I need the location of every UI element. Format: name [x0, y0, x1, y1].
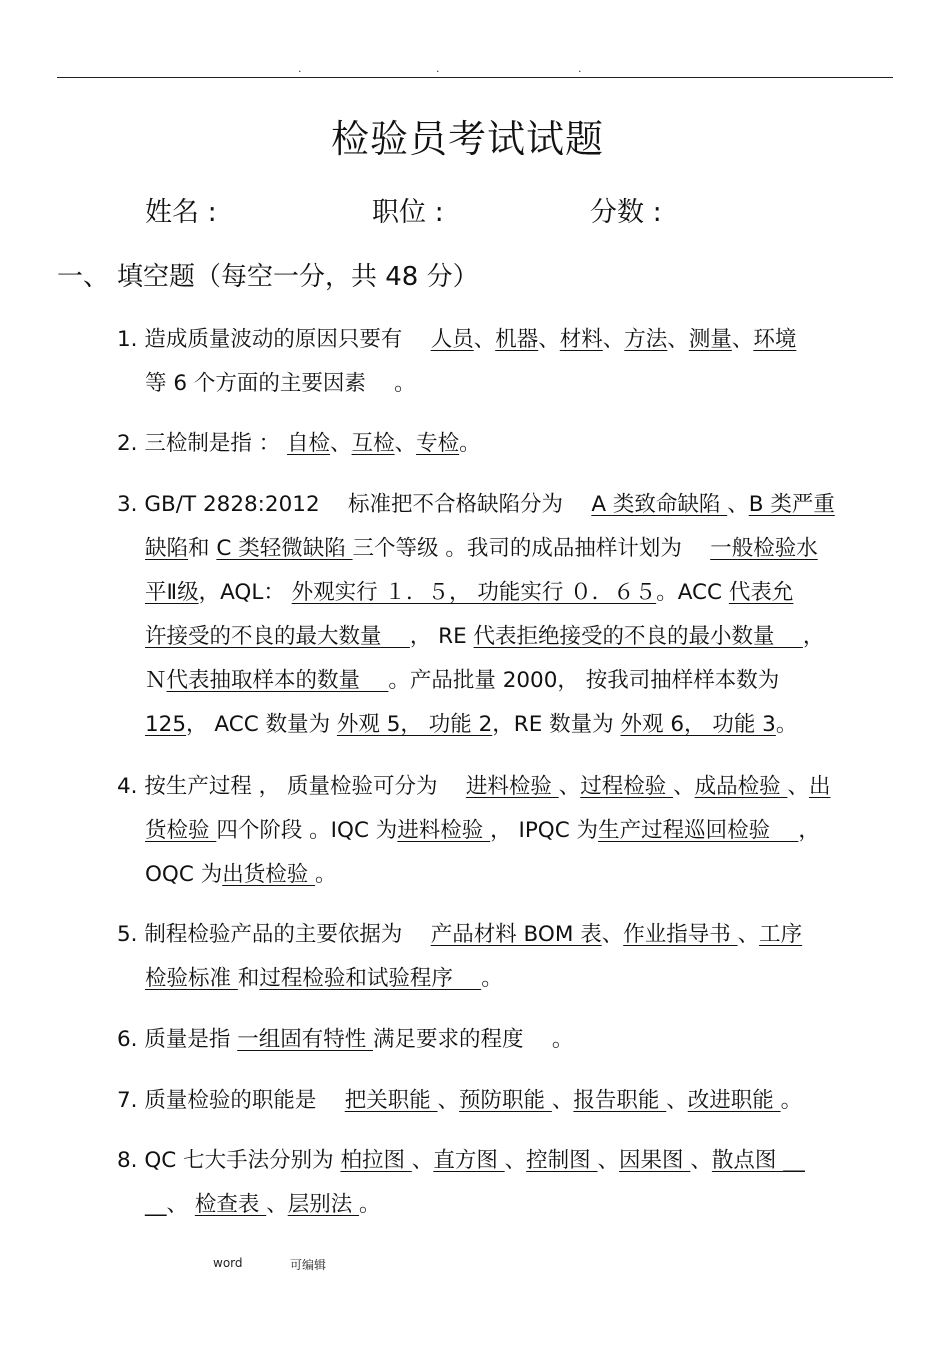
question-5 [117, 913, 893, 1001]
question-line [117, 913, 893, 957]
answer-text: 因果图 [619, 1148, 691, 1173]
answer-text: 人员 [430, 327, 474, 352]
question-line [117, 1183, 893, 1227]
header-rule [57, 77, 893, 78]
question-text: 、 [330, 431, 352, 456]
header-dot: . [578, 62, 582, 75]
question-line [117, 527, 893, 571]
header-dot: . [436, 62, 440, 75]
answer-text: 货检验 [145, 818, 217, 843]
question-text: 、 [504, 1148, 527, 1173]
question-text: 、 [558, 774, 581, 799]
question-line [117, 483, 893, 527]
answer-text: 自检 [287, 431, 331, 456]
answer-text: A 类致命缺陷 [591, 492, 728, 517]
question-text: 、 [737, 922, 760, 947]
score-label: 分数 : [590, 197, 662, 228]
question-text: 。 [780, 1088, 803, 1113]
question-text: 、 [538, 327, 560, 352]
question-text: 。 [775, 712, 798, 737]
page-title: 检验员考试试题 [330, 117, 604, 161]
question-text: Ｎ [145, 668, 167, 693]
question-text: 、 [727, 492, 749, 517]
question-text: 。 [459, 431, 481, 456]
answer-text: __ [145, 1192, 167, 1217]
answer-text: 改进职能 [687, 1088, 781, 1113]
header-dot: . [298, 62, 302, 75]
question-text: 、 [690, 1148, 712, 1173]
position-label: 职位 : [372, 197, 444, 228]
answer-text: 把关职能 [344, 1088, 438, 1113]
question-line [117, 765, 893, 809]
question-text: 三个等级 。我司的成品抽样计划为 [352, 536, 711, 561]
question-3 [117, 483, 893, 747]
question-text: 、 [473, 327, 496, 352]
question-text: 、 [601, 922, 624, 947]
answer-text: 控制图 [526, 1148, 598, 1173]
question-text: ， [798, 818, 820, 843]
answer-text: B 类严重 [748, 492, 835, 517]
answer-text: 外观实行 １．５， 功能实行 ０．６５ [291, 580, 657, 605]
answer-text: 直方图 [433, 1148, 505, 1173]
answer-text: 作业指导书 [623, 922, 738, 947]
question-line [117, 659, 893, 703]
answer-text: 125 [145, 712, 187, 737]
question-text: 、 [411, 1148, 434, 1173]
question-text: 、 [673, 774, 695, 799]
question-line [117, 1139, 893, 1183]
answer-text: C 类轻微缺陷 [216, 536, 353, 561]
answer-text: 缺陷 [145, 536, 189, 561]
question-text: 、 [666, 1088, 688, 1113]
question-line [117, 1079, 893, 1123]
question-text: OQC 为 [145, 862, 223, 887]
question-text: ， IPQC 为 [490, 818, 599, 843]
question-text: ， RE [409, 624, 474, 649]
answer-text: 散点图 __ [711, 1148, 805, 1173]
question-text: 、 [602, 327, 625, 352]
question-line [117, 571, 893, 615]
answer-text: 层别法 [287, 1192, 360, 1217]
question-text: 5. 制程检验产品的主要依据为 [117, 922, 431, 947]
section-title: 填空题（每空一分，共 48 分） [117, 262, 479, 292]
answer-text: 进料检验 [397, 818, 491, 843]
question-text: 。 [481, 966, 503, 991]
answer-text: 过程检验 [580, 774, 674, 799]
answer-text: 平Ⅱ级 [145, 580, 199, 605]
question-text: 3. GB/T 2828:2012 标准把不合格缺陷分为 [117, 492, 592, 517]
question-text: 4. 按生产过程 ， 质量检验可分为 [117, 774, 466, 799]
question-text: 8. QC 七大手法分别为 [117, 1148, 341, 1173]
question-4 [117, 765, 893, 897]
answer-text: 互检 [351, 431, 395, 456]
question-text: 。ACC [656, 580, 729, 605]
answer-text: 许接受的不良的最大数量 [145, 624, 410, 649]
answer-text: 代表允 [728, 580, 794, 605]
question-text: ，AQL： [198, 580, 292, 605]
question-text: 等 6 个方面的主要因素 。 [145, 371, 416, 396]
question-text: 和 [188, 536, 217, 561]
question-6 [117, 1018, 893, 1062]
answer-text: 代表拒绝接受的不良的最小数量 [473, 624, 803, 649]
question-text: 、 [437, 1088, 460, 1113]
question-text: ，RE 数量为 [492, 712, 621, 737]
section-number: 一、 [57, 262, 110, 292]
question-line [117, 853, 893, 897]
question-text: 、 [787, 774, 809, 799]
question-text: 。产品批量 2000， 按我司抽样样本数为 [388, 668, 780, 693]
footer-editable: 可编辑 [290, 1258, 327, 1272]
question-text: 2. 三检制是指 ： [117, 431, 288, 456]
answer-text: 一组固有特性 [237, 1027, 374, 1052]
question-line [117, 362, 893, 406]
question-text: ， ACC 数量为 [186, 712, 337, 737]
question-text: 7. 质量检验的职能是 [117, 1088, 345, 1113]
question-text: 和 [237, 966, 260, 991]
question-text: 、 [731, 327, 754, 352]
question-8 [117, 1139, 893, 1227]
answer-text: 过程检验和试验程序 [259, 966, 482, 991]
answer-text: 代表抽取样本的数量 [166, 668, 389, 693]
question-line [117, 809, 893, 853]
answer-text: 生产过程巡回检验 [598, 818, 799, 843]
question-text: 1. 造成质量波动的原因只要有 [117, 327, 431, 352]
answer-text: 材料 [559, 327, 603, 352]
question-text: 、 [166, 1192, 195, 1217]
question-line [117, 957, 893, 1001]
answer-text: 检验标准 [145, 966, 238, 991]
answer-text: 外观 6， 功能 3 [620, 712, 776, 737]
question-line [117, 318, 893, 362]
question-text: ， [802, 624, 825, 649]
answer-text: 柏拉图 [340, 1148, 412, 1173]
name-label: 姓名 : [145, 197, 217, 228]
question-text: 、 [667, 327, 689, 352]
answer-text: 产品材料 BOM 表 [430, 922, 602, 947]
section-heading [57, 256, 479, 293]
answer-text: 一般检验水 [710, 536, 818, 561]
question-2 [117, 422, 893, 466]
answer-text: 方法 [624, 327, 668, 352]
answer-text: 外观 5， 功能 2 [336, 712, 493, 737]
question-text: 四个阶段 。IQC 为 [216, 818, 398, 843]
answer-text: 工序 [759, 922, 803, 947]
question-line [117, 422, 893, 466]
question-text: 、 [266, 1192, 288, 1217]
question-text: 、 [597, 1148, 620, 1173]
answer-text: 成品检验 [694, 774, 788, 799]
question-text: 满足要求的程度 。 [373, 1027, 574, 1052]
footer-word: word [213, 1256, 243, 1270]
question-line [117, 615, 893, 659]
question-line [117, 1018, 893, 1062]
answer-text: 出 [808, 774, 831, 799]
question-text: 。 [359, 1192, 381, 1217]
question-text: 、 [394, 431, 417, 456]
answer-text: 检查表 [194, 1192, 267, 1217]
question-text: 、 [551, 1088, 574, 1113]
answer-text: 报告职能 [573, 1088, 667, 1113]
answer-text: 机器 [495, 327, 539, 352]
answer-text: 预防职能 [459, 1088, 552, 1113]
question-1 [117, 318, 893, 406]
answer-text: 出货检验 [222, 862, 316, 887]
answer-text: 专检 [416, 431, 460, 456]
answer-text: 进料检验 [465, 774, 559, 799]
question-line [117, 703, 893, 747]
question-text: 6. 质量是指 [117, 1027, 238, 1052]
answer-text: 环境 [753, 327, 797, 352]
question-text: 。 [315, 862, 337, 887]
question-7 [117, 1079, 893, 1123]
answer-text: 测量 [688, 327, 732, 352]
